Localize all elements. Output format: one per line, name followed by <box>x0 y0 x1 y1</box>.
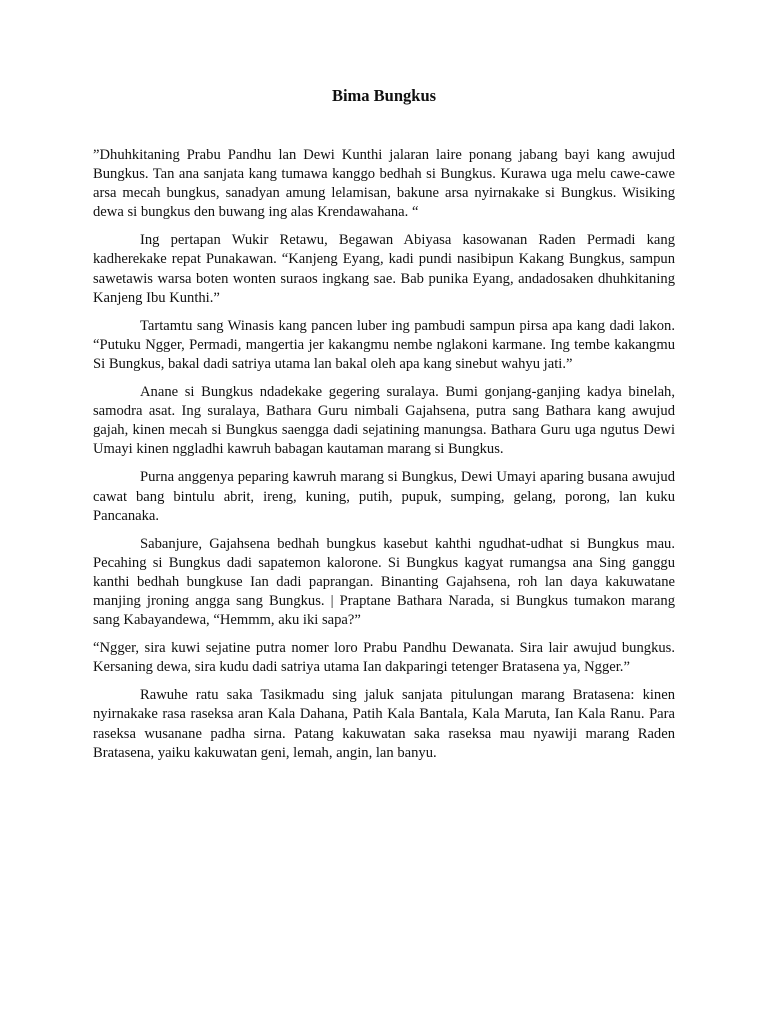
paragraph-5: Purna anggenya peparing kawruh marang si Bungkus, Dewi Umayi aparing busana awujud cawat bang bintulu abrit, ireng, kuning, putih, pupuk, sumping, gelang, porong, lan kuku Pancanaka. <box>93 469 675 524</box>
paragraph-3: Tartamtu sang Winasis kang pancen luber ing pambudi sampun pirsa apa kang dadi lakon. “Putuku Ngger, Permadi, mangertia jer kakangmu nembe nglakoni karmane. Ing tembe kakangmu Si Bungkus, bakal dadi satriya utama lan bakal oleh apa kang sinebut wahyu jati.” <box>93 317 675 372</box>
paragraph-7: “Ngger, sira kuwi sejatine putra nomer loro Prabu Pandhu Dewanata. Sira lair awujud bungkus. Kersaning dewa, sira kudu dadi satriya utama Ian dakparingi tetenger Bratasena ya, Ngger.” <box>93 640 675 676</box>
document-title: Bima Bungkus <box>331 86 437 105</box>
paragraph-6: Sabanjure, Gajahsena bedhah bungkus kasebut kahthi ngudhat-udhat si Bungkus mau. Pecahing si Bungkus dadi sapatemon kalorone. Si Bungkus kagyat rumangsa ana Sing ganggu kanthi bedhah bungkuse Ian dadi paprangan. Binanting Gajahsena, roh lan daya kakuwatane manjing jroning angga sang Bungkus. | Praptane Bathara Narada, si Bungkus tumakon marang sang Kabayandewa, “Hemmm, aku iki sapa?” <box>93 535 675 629</box>
paragraph-4: Anane si Bungkus ndadekake gegering suralaya. Bumi gonjang-ganjing kadya binelah, samodra asat. Ing suralaya, Bathara Guru nimbali Gajahsena, putra sang Bathara kang awujud gajah, kinen mecah si Bungkus saengga dadi sejatining manungsa. Bathara Guru uga ngutus Dewi Umayi kinen nggladhi kawruh babagan kautaman marang si Bungkus. <box>93 384 675 458</box>
paragraph-1: ”Dhuhkitaning Prabu Pandhu lan Dewi Kunthi jalaran laire ponang jabang bayi kang awujud Bungkus. Tan ana sanjata kang tumawa kanggo bedhah si Bungkus. Kurawa uga melu cawe-cawe arsa mecah bungkus, sanadyan amung lelamisan, bakune arsa nyirnakake si Bungkus. Wisiking dewa si bungkus den buwang ing alas Krendawahana. “ <box>93 147 675 221</box>
paragraph-8: Rawuhe ratu saka Tasikmadu sing jaluk sanjata pitulungan marang Bratasena: kinen nyirnakake rasa raseksa aran Kala Dahana, Patih Kala Bantala, Kala Maruta, Ian Kala Ranu. Para raseksa wusanane padha sirna. Patang kakuwatan saka raseksa mau nyawiji marang Raden Bratasena, yaiku kakuwatan geni, lemah, angin, lan banyu. <box>93 687 675 761</box>
document-body <box>93 146 675 772</box>
paragraph-2: Ing pertapan Wukir Retawu, Begawan Abiyasa kasowanan Raden Permadi kang kadherekake repat Punakawan. “Kanjeng Eyang, kadi pundi nasibipun Kakang Bungkus, sampun sawetawis warsa boten wonten suraos ingkang sae. Bab punika Eyang, andadosaken dhuhkitaning Kanjeng Ibu Kunthi.” <box>93 232 675 306</box>
